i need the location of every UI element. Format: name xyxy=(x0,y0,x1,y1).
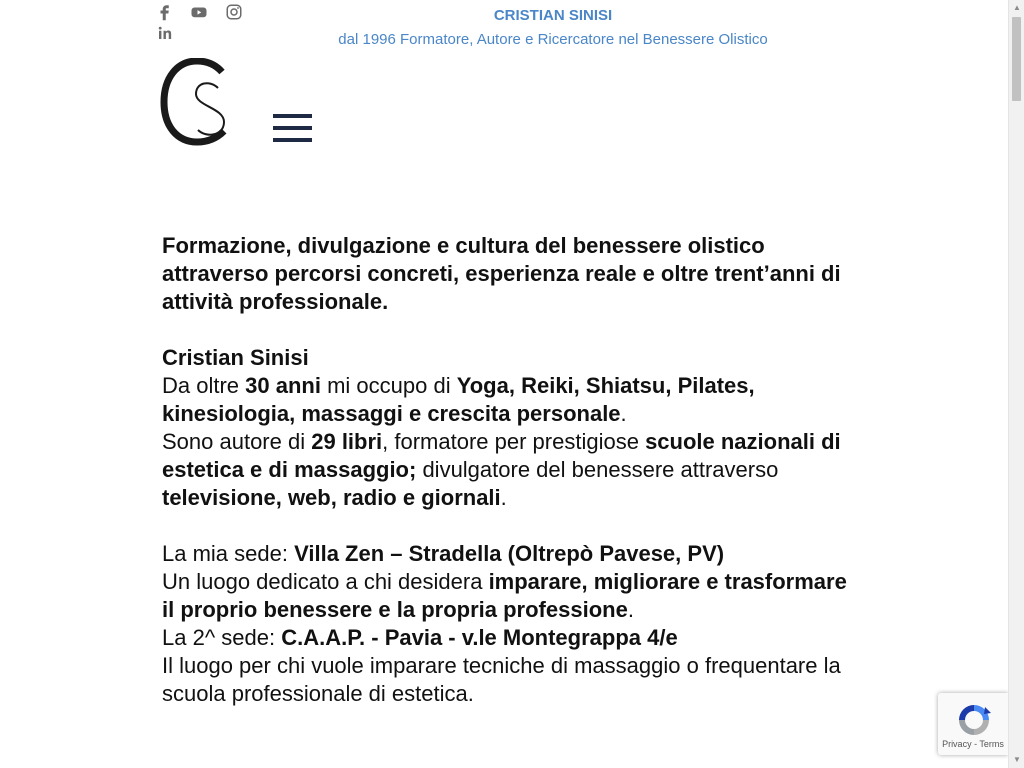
menu-icon-bar xyxy=(273,114,312,118)
bio-paragraph-1: Da oltre 30 anni mi occupo di Yoga, Reiki, Shiatsu, Pilates, kinesiologia, massaggi e crescita personale. xyxy=(162,373,755,426)
linkedin-icon[interactable] xyxy=(156,24,174,42)
intro-heading: Formazione, divulgazione e cultura del benessere olistico attraverso percorsi concreti, esperienza reale e oltre trent’anni di attività professionale. xyxy=(162,233,841,314)
bio-name: Cristian Sinisi xyxy=(162,345,309,370)
facebook-icon[interactable] xyxy=(156,3,174,21)
bio-paragraph-2: Sono autore di 29 libri, formatore per prestigiose scuole nazionali di estetica e di massaggio; divulgatore del benessere attraverso televisione, web, radio e giornali. xyxy=(162,429,841,510)
site-tagline: dal 1996 Formatore, Autore e Ricercatore nel Benessere Olistico xyxy=(338,31,768,48)
recaptcha-badge[interactable] xyxy=(938,693,1008,755)
menu-icon-bar xyxy=(273,126,312,130)
recaptcha-terms-link[interactable]: Terms xyxy=(979,739,1004,749)
site-logo[interactable] xyxy=(160,58,232,146)
menu-icon-bar xyxy=(273,138,312,142)
location-1-description: Un luogo dedicato a chi desidera imparare, migliorare e trasformare il proprio benessere e la propria professione. xyxy=(162,569,847,622)
recaptcha-links: Privacy - Terms xyxy=(942,739,1004,749)
menu-toggle-button[interactable] xyxy=(273,114,312,146)
site-title[interactable]: CRISTIAN SINISI xyxy=(493,7,613,24)
location-2: La 2^ sede: C.A.A.P. - Pavia - v.le Montegrappa 4/e xyxy=(162,625,678,650)
location-1: La mia sede: Villa Zen – Stradella (Oltrepò Pavese, PV) xyxy=(162,541,725,566)
recaptcha-privacy-link[interactable]: Privacy xyxy=(942,739,972,749)
intro-content xyxy=(162,232,852,708)
scroll-thumb[interactable] xyxy=(1012,17,1021,101)
scroll-down-arrow-icon[interactable]: ▼ xyxy=(1013,755,1021,764)
page-scrollbar[interactable] xyxy=(1008,0,1024,768)
scroll-up-arrow-icon[interactable]: ▲ xyxy=(1013,3,1021,12)
youtube-icon[interactable] xyxy=(190,3,208,21)
recaptcha-icon xyxy=(955,701,993,739)
instagram-icon[interactable] xyxy=(225,3,243,21)
location-2-description: Il luogo per chi vuole imparare tecniche di massaggio o frequentare la scuola professionale di estetica. xyxy=(162,653,841,706)
